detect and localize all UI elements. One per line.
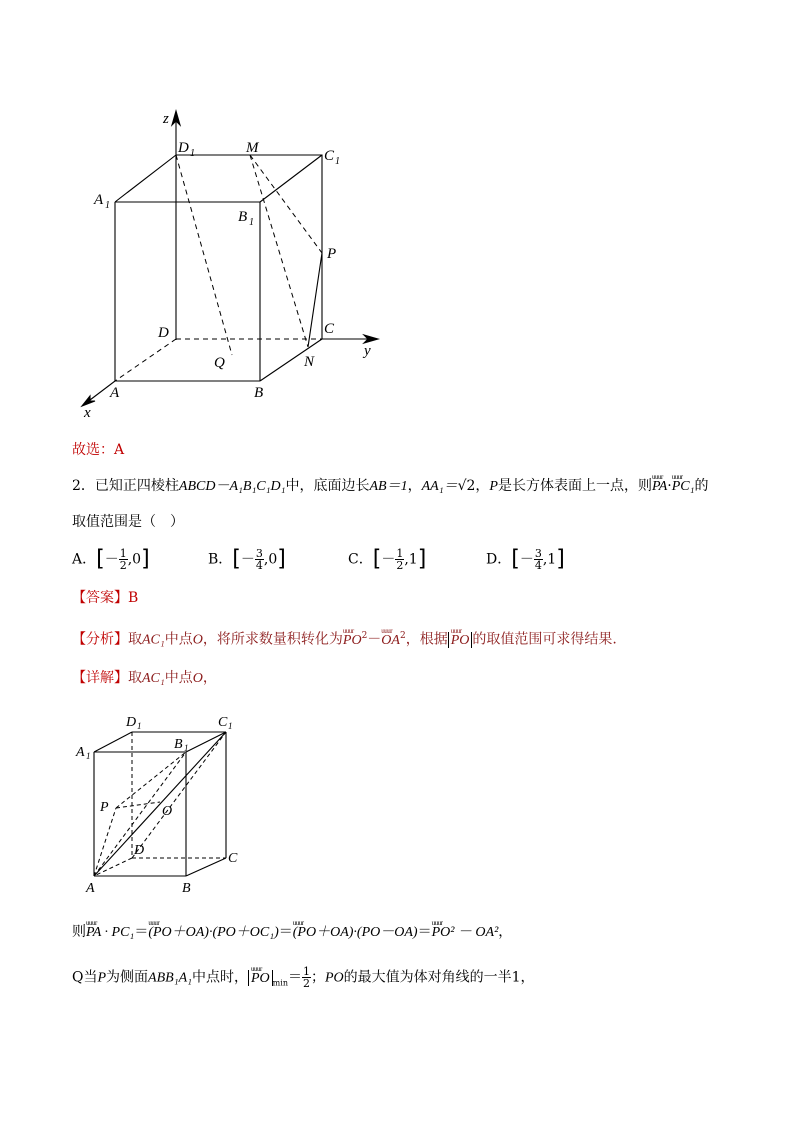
question-text-1: 已知正四棱柱 xyxy=(94,478,179,494)
label-p: P xyxy=(327,246,337,262)
analysis-tag: 【分析】 xyxy=(72,631,128,648)
half-fraction: $\frac{1}{2}$ xyxy=(302,965,310,990)
equation-part-1: uuur (PO＋OA)·(PO＋OC₁) xyxy=(148,923,278,943)
coordinate-cube-figure xyxy=(60,105,390,425)
question-text-4: 是长方体表面上一点，则 xyxy=(497,478,652,494)
aa1-length: AA₁＝ xyxy=(421,479,458,494)
analysis-text-5: 的取值范围可求得结果. xyxy=(472,631,617,648)
label-x: x xyxy=(84,405,91,421)
option-b-right: 0 xyxy=(268,551,278,568)
fig2-label-o: O xyxy=(162,804,173,819)
label-a: A xyxy=(110,385,120,401)
label-b1-sub: 1 xyxy=(249,217,254,228)
question-text-5: 的 xyxy=(694,478,709,494)
point-p: P xyxy=(489,479,498,494)
label-z: z xyxy=(163,111,169,127)
answer-tag: 【答案】 xyxy=(72,590,128,606)
fig2-label-a1-sub: 1 xyxy=(86,751,91,761)
square-1: 2 xyxy=(361,631,368,641)
label-c1-sub: 1 xyxy=(335,156,340,167)
fig2-label-d1-sub: 1 xyxy=(137,721,142,731)
fig2-label-b: B xyxy=(182,881,191,896)
option-a-fraction: $\frac{1}{2}$ xyxy=(119,547,127,572)
option-a-label: A． xyxy=(72,551,97,568)
fig2-label-a: A xyxy=(86,881,95,896)
previous-answer: 故选：A xyxy=(72,442,125,458)
conclusion-text-3: 中点时， xyxy=(192,969,248,986)
fig2-label-a1: A xyxy=(76,745,85,760)
fig2-label-c1-sub: 1 xyxy=(228,721,233,731)
fig2-label-c: C xyxy=(228,851,238,866)
abs-po-min: uuur PO xyxy=(248,970,273,986)
equation-part-3: uuur PO² － OA² xyxy=(432,923,499,943)
label-m: M xyxy=(246,140,259,156)
sqrt2: √2 xyxy=(457,478,476,494)
label-d: D xyxy=(158,325,169,341)
equals-1: ＝ xyxy=(134,924,149,940)
label-a1: A xyxy=(94,192,104,208)
detail-tag: 【详解】 xyxy=(72,670,128,686)
vector-pc1: uuur PC₁ xyxy=(672,477,695,497)
because-symbol: Q xyxy=(72,969,84,986)
detail-text-2: 中点 xyxy=(164,670,193,686)
equation-end: ， xyxy=(498,924,513,940)
vector-pa: uuur PA xyxy=(652,477,667,497)
fig2-label-d: D xyxy=(134,843,145,858)
fig2-label-c1: C xyxy=(218,715,228,730)
abs-po: uuur PO xyxy=(448,632,473,648)
label-c: C xyxy=(324,321,335,337)
option-d-right: 1 xyxy=(547,551,557,568)
option-d[interactable]: D．[－ $\frac{3}{4}$ ,1] xyxy=(486,546,565,572)
label-c1: C xyxy=(324,148,335,164)
question-text-3: ， xyxy=(475,478,490,494)
detail-ac1: AC₁ xyxy=(142,671,165,686)
label-n: N xyxy=(304,354,315,370)
option-c-right: 1 xyxy=(408,551,418,568)
equation-line xyxy=(72,922,512,943)
answer-line xyxy=(72,588,138,608)
fig2-label-b1: B xyxy=(174,737,183,752)
option-d-label: D． xyxy=(486,551,512,568)
label-y: y xyxy=(364,343,371,359)
conclusion-text-2: 为侧面 xyxy=(106,969,149,986)
analysis-line xyxy=(72,626,617,651)
label-d1: D xyxy=(178,140,189,156)
option-c[interactable]: C．[－ $\frac{1}{2}$ ,1] xyxy=(348,546,427,572)
fig2-label-p: P xyxy=(100,800,109,815)
point-o: O xyxy=(192,632,203,648)
minus-sign: － xyxy=(367,631,382,648)
square-2: 2 xyxy=(399,631,406,641)
question-line-2: 取值范围是（ ） xyxy=(72,514,184,530)
equals-2: ＝ xyxy=(278,924,293,940)
segment-ac1: AC₁ xyxy=(142,632,165,648)
question-stem xyxy=(72,476,709,497)
vector-oa: uuur OA xyxy=(381,631,400,651)
label-b1: B xyxy=(238,209,248,225)
face-abb1a1: ABB₁A₁ xyxy=(148,970,192,986)
label-q: Q xyxy=(214,355,225,371)
label-a1-sub: 1 xyxy=(105,200,110,211)
conclusion-po: PO xyxy=(324,970,344,986)
conclusion-text-4: ； xyxy=(310,969,325,986)
dot-operator: · xyxy=(667,478,672,494)
conclusion-point-p: P xyxy=(97,970,107,986)
fig2-label-b1-sub: 1 xyxy=(184,743,189,753)
analysis-text-1: 取 xyxy=(128,631,142,648)
detail-line xyxy=(72,668,217,689)
option-b-label: B． xyxy=(208,551,233,568)
ab-length: AB＝1 xyxy=(369,479,408,494)
option-a-right: 0 xyxy=(132,551,142,568)
conclusion-text-5: 的最大值为体对角线的一半1， xyxy=(343,969,535,986)
equation-part-2: uuur (PO＋OA)·(PO－OA) xyxy=(293,923,418,943)
vector-po: uuur PO xyxy=(343,631,362,651)
option-b[interactable]: B．[－ $\frac{3}{4}$ ,0] xyxy=(208,546,286,572)
detail-text-3: ， xyxy=(202,670,217,686)
option-c-fraction: $\frac{1}{2}$ xyxy=(396,547,404,572)
then-word: 则 xyxy=(72,924,86,940)
conclusion-text-1: 当 xyxy=(83,969,98,986)
conclusion-equals: ＝ xyxy=(287,969,302,986)
detail-o: O xyxy=(192,671,203,686)
label-b: B xyxy=(254,385,264,401)
detail-text-1: 取 xyxy=(128,670,142,686)
option-c-label: C． xyxy=(348,551,373,568)
fig2-label-d1: D xyxy=(126,715,137,730)
prism-name: ABCD－A₁B₁C₁D₁ xyxy=(178,479,286,494)
equals-3: ＝ xyxy=(417,924,432,940)
min-subscript: min xyxy=(272,978,288,988)
analysis-text-4: ，根据 xyxy=(405,631,448,648)
question-text-2: 中，底面边长 xyxy=(285,478,370,494)
option-d-fraction: $\frac{3}{4}$ xyxy=(534,547,542,572)
answer-value: B xyxy=(128,590,139,606)
equation-lhs: uuur PA · PC₁ xyxy=(86,923,134,943)
option-b-fraction: $\frac{3}{4}$ xyxy=(255,547,263,572)
analysis-text-2: 中点 xyxy=(164,631,193,648)
analysis-text-3: ，将所求数量积转化为 xyxy=(202,631,343,648)
conclusion-line xyxy=(72,966,535,993)
question-number: 2． xyxy=(72,478,95,494)
option-a[interactable]: A．[－ $\frac{1}{2}$ ,0] xyxy=(72,546,150,572)
prism-figure xyxy=(70,712,250,902)
label-d1-sub: 1 xyxy=(190,148,195,159)
separator: ， xyxy=(407,478,422,494)
